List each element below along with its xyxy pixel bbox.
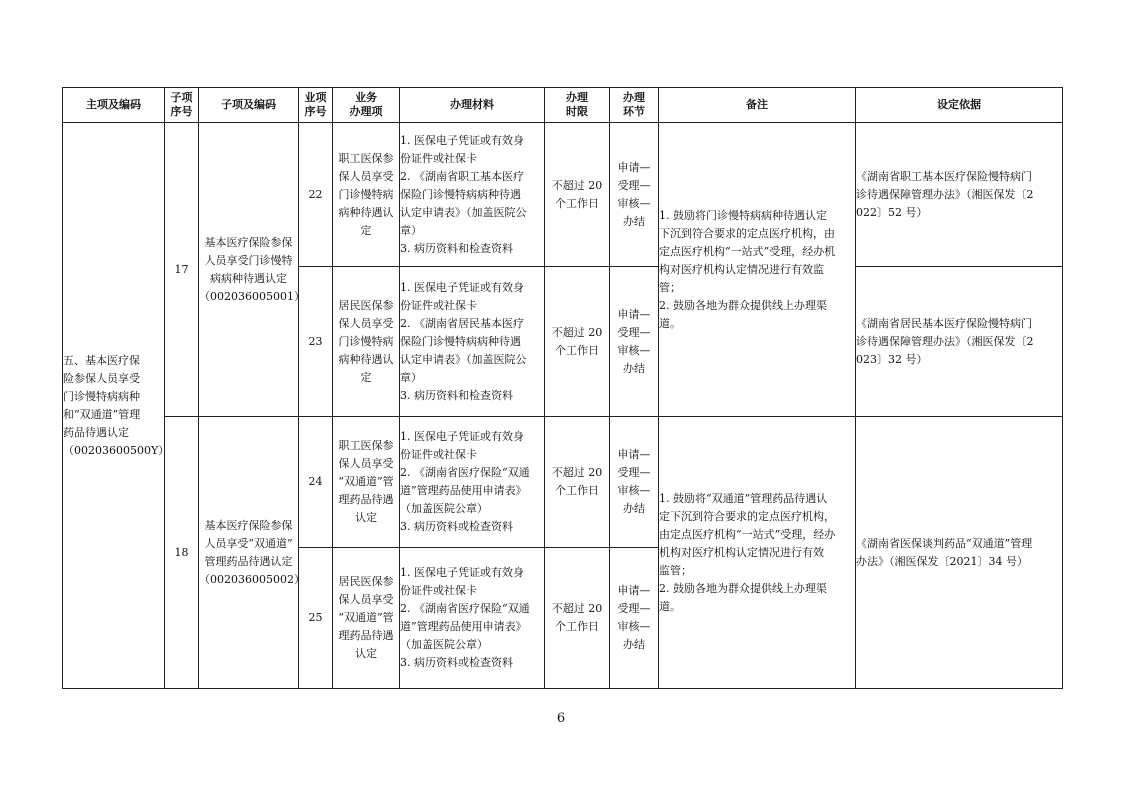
biz-no-cell: 25 [299,548,333,689]
header-steps: 办理 环节 [610,88,659,123]
time-limit-cell: 不超过 20 个工作日 [545,548,610,689]
header-biz-item: 业务 办理项 [333,88,400,123]
header-sub-item: 子项及编码 [199,88,299,123]
biz-item-cell: 居民医保参 保人员享受 “双通道”管 理药品待遇 认定 [333,548,400,689]
sub-item-cell: 基本医疗保险参保 人员享受门诊慢特 病病种待遇认定 （002036005001） [199,123,299,417]
biz-item-cell: 居民医保参 保人员享受 门诊慢特病 病种待遇认 定 [333,267,400,417]
time-limit-cell: 不超过 20 个工作日 [545,417,610,548]
remarks-cell: 1. 鼓励将门诊慢特病病种待遇认定 下沉到符合要求的定点医疗机构，由 定点医疗机构“一站式”受理，经办机 构对医疗机构认定情况进行有效监 管； 2. 鼓励各地为群众提供线上办理渠 道。 [659,123,856,417]
materials-cell: 1. 医保电子凭证或有效身 份证件或社保卡 2. 《湖南省医疗保险“双通 道”管理药品使用申请表》 （加盖医院公章） 3. 病历资料或检查资料 [400,548,545,689]
materials-cell: 1. 医保电子凭证或有效身 份证件或社保卡 2. 《湖南省职工基本医疗 保险门诊慢特病病种待遇 认定申请表》（加盖医院公 章） 3. 病历资料和检查资料 [400,123,545,267]
header-basis: 设定依据 [856,88,1063,123]
header-biz-no: 业项 序号 [299,88,333,123]
main-item-cell: 五、基本医疗保 险参保人员享受 门诊慢特病病种 和“双通道”管理 药品待遇认定 （00203600500Y） [63,123,165,689]
header-main-item: 主项及编码 [63,88,165,123]
header-materials: 办理材料 [400,88,545,123]
table-header-row [63,88,1063,123]
biz-item-cell: 职工医保参 保人员享受 “双通道”管 理药品待遇 认定 [333,417,400,548]
time-limit-cell: 不超过 20 个工作日 [545,123,610,267]
page-number: 6 [556,711,566,726]
remarks-cell: 1. 鼓励将“双通道”管理药品待遇认 定下沉到符合要求的定点医疗机构， 由定点医疗机构“一站式”受理，经办 机构对医疗机构认定情况进行有效 监管； 2. 鼓励各地为群众提供线上办理渠 道。 [659,417,856,689]
biz-no-cell: 23 [299,267,333,417]
table-row [63,417,1063,548]
table-row [63,123,1063,267]
steps-cell: 申请— 受理— 审核— 办结 [610,123,659,267]
steps-cell: 申请— 受理— 审核— 办结 [610,548,659,689]
basis-cell: 《湖南省职工基本医疗保险慢特病门 诊待遇保障管理办法》（湘医保发〔2 022〕52 号） [856,123,1063,267]
steps-cell: 申请— 受理— 审核— 办结 [610,267,659,417]
biz-item-cell: 职工医保参 保人员享受 门诊慢特病 病种待遇认 定 [333,123,400,267]
materials-cell: 1. 医保电子凭证或有效身 份证件或社保卡 2. 《湖南省居民基本医疗 保险门诊慢特病病种待遇 认定申请表》（加盖医院公 章） 3. 病历资料和检查资料 [400,267,545,417]
service-items-table [62,87,1063,689]
header-time-limit: 办理 时限 [545,88,610,123]
steps-cell: 申请— 受理— 审核— 办结 [610,417,659,548]
sub-no-cell: 18 [165,417,199,689]
basis-cell: 《湖南省居民基本医疗保险慢特病门 诊待遇保障管理办法》（湘医保发〔2 023〕32 号） [856,267,1063,417]
header-remarks: 备注 [659,88,856,123]
time-limit-cell: 不超过 20 个工作日 [545,267,610,417]
sub-item-cell: 基本医疗保险参保 人员享受“双通道” 管理药品待遇认定 （002036005002） [199,417,299,689]
biz-no-cell: 22 [299,123,333,267]
biz-no-cell: 24 [299,417,333,548]
basis-cell: 《湖南省医保谈判药品“双通道”管理 办法》（湘医保发〔2021〕34 号） [856,417,1063,689]
sub-no-cell: 17 [165,123,199,417]
header-sub-no: 子项 序号 [165,88,199,123]
materials-cell: 1. 医保电子凭证或有效身 份证件或社保卡 2. 《湖南省医疗保险“双通 道”管理药品使用申请表》 （加盖医院公章） 3. 病历资料或检查资料 [400,417,545,548]
